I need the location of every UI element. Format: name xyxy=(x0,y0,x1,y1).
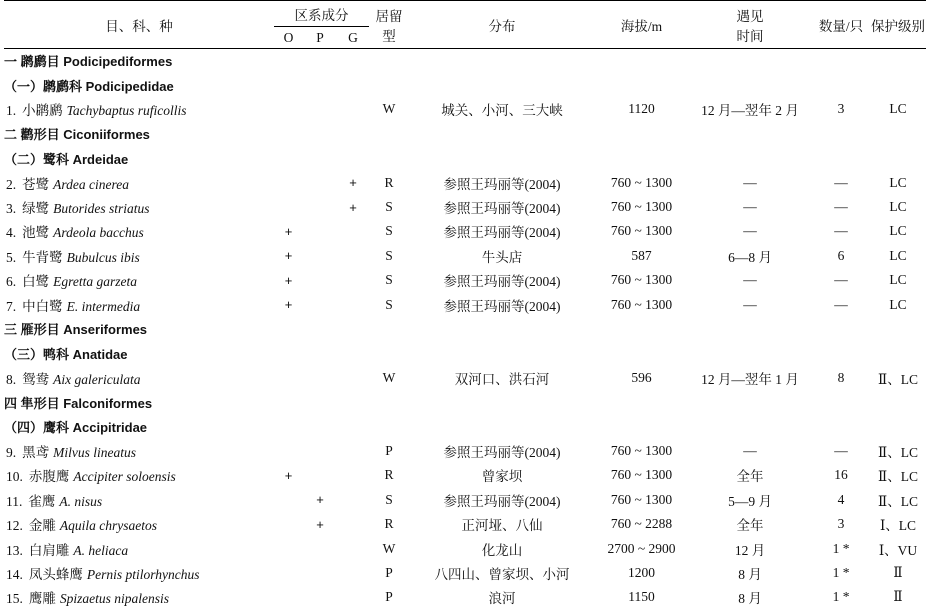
protection-level: Ⅰ、LC xyxy=(870,512,926,536)
encounter-time: 12 月—翌年 1 月 xyxy=(688,366,812,390)
distribution: 参照王玛丽等(2004) xyxy=(409,439,595,463)
protection-level: Ⅱ、LC xyxy=(870,463,926,487)
altitude: 760 ~ 1300 xyxy=(595,292,688,316)
zoo-p-mark xyxy=(303,170,337,194)
altitude: 760 ~ 1300 xyxy=(595,439,688,463)
header-protection: 保护级别 xyxy=(870,1,926,49)
altitude: 1120 xyxy=(595,97,688,121)
zoo-p-mark xyxy=(303,97,337,121)
zoo-p-mark xyxy=(303,585,337,609)
species-number: 13. xyxy=(6,543,23,558)
zoo-o-mark xyxy=(274,366,303,390)
species-name xyxy=(4,536,274,560)
zoo-o-mark xyxy=(274,170,303,194)
species-number: 12. xyxy=(6,518,23,533)
species-name xyxy=(4,561,274,585)
species-chinese-name: 池鹭 xyxy=(22,225,49,240)
species-latin-name: Spizaetus nipalensis xyxy=(60,591,169,606)
protection-level: Ⅱ、LC xyxy=(870,488,926,512)
species-latin-name: Accipiter soloensis xyxy=(73,469,175,484)
altitude: 760 ~ 1300 xyxy=(595,219,688,243)
encounter-time: 8 月 xyxy=(688,561,812,585)
encounter-time: 全年 xyxy=(688,463,812,487)
order-row xyxy=(4,317,926,341)
zoo-p-mark xyxy=(303,366,337,390)
altitude: 760 ~ 1300 xyxy=(595,463,688,487)
zoo-o-mark xyxy=(274,195,303,219)
distribution: 八四山、曾家坝、小河 xyxy=(409,561,595,585)
species-name xyxy=(4,170,274,194)
species-number: 5. xyxy=(6,250,16,265)
order-row xyxy=(4,49,926,73)
residence-type: S xyxy=(369,292,409,316)
altitude: 760 ~ 1300 xyxy=(595,170,688,194)
encounter-time: — xyxy=(688,219,812,243)
species-name xyxy=(4,244,274,268)
encounter-time: 5—9 月 xyxy=(688,488,812,512)
altitude: 760 ~ 1300 xyxy=(595,268,688,292)
family-label: （二）鹭科 Ardeidae xyxy=(4,146,926,170)
zoo-g-mark xyxy=(337,268,369,292)
header-taxon: 目、科、种 xyxy=(4,1,274,49)
protection-level: Ⅱ xyxy=(870,585,926,609)
species-name xyxy=(4,97,274,121)
species-number: 1. xyxy=(6,103,16,118)
count: 4 xyxy=(812,488,870,512)
species-number: 14. xyxy=(6,567,23,582)
header-encounter xyxy=(688,1,812,49)
species-number: 7. xyxy=(6,299,16,314)
protection-level: LC xyxy=(870,268,926,292)
zoo-p-mark xyxy=(303,439,337,463)
order-label: 四 隼形目 Falconiformes xyxy=(4,390,926,414)
residence-type: W xyxy=(369,536,409,560)
header-residence-line2: 型 xyxy=(369,25,409,45)
distribution: 参照王玛丽等(2004) xyxy=(409,170,595,194)
header-count: 数量/只 xyxy=(812,1,870,49)
species-latin-name: Ardea cinerea xyxy=(53,177,129,192)
species-row xyxy=(4,561,926,585)
residence-type: S xyxy=(369,195,409,219)
species-latin-name: E. intermedia xyxy=(67,299,141,314)
species-table xyxy=(4,0,926,609)
zoo-g-mark: + xyxy=(337,170,369,194)
species-chinese-name: 白鹭 xyxy=(22,274,49,289)
residence-type: P xyxy=(369,561,409,585)
family-row xyxy=(4,73,926,97)
encounter-time: 12 月—翌年 2 月 xyxy=(688,97,812,121)
species-name xyxy=(4,585,274,609)
header-zoo-group: 区系成分 xyxy=(274,1,369,27)
residence-type: R xyxy=(369,170,409,194)
zoo-p-mark xyxy=(303,244,337,268)
order-label: 一 䴙䴘目 Podicipediformes xyxy=(4,49,926,73)
order-label: 三 雁形目 Anseriformes xyxy=(4,317,926,341)
zoo-g-mark xyxy=(337,439,369,463)
altitude: 1200 xyxy=(595,561,688,585)
residence-type: S xyxy=(369,488,409,512)
species-number: 6. xyxy=(6,274,16,289)
zoo-g-mark xyxy=(337,219,369,243)
header-sub-o: O xyxy=(274,27,303,49)
species-name xyxy=(4,268,274,292)
species-chinese-name: 鸳鸯 xyxy=(22,372,49,387)
altitude: 760 ~ 1300 xyxy=(595,488,688,512)
distribution: 参照王玛丽等(2004) xyxy=(409,488,595,512)
zoo-p-mark xyxy=(303,463,337,487)
altitude: 760 ~ 2288 xyxy=(595,512,688,536)
species-latin-name: Butorides striatus xyxy=(53,201,149,216)
zoo-g-mark xyxy=(337,561,369,585)
header-residence xyxy=(369,1,409,49)
species-row xyxy=(4,268,926,292)
species-name xyxy=(4,463,274,487)
zoo-o-mark: + xyxy=(274,268,303,292)
species-row xyxy=(4,366,926,390)
protection-level: LC xyxy=(870,244,926,268)
species-latin-name: A. nisus xyxy=(59,494,102,509)
species-chinese-name: 苍鹭 xyxy=(22,177,49,192)
zoo-g-mark xyxy=(337,488,369,512)
species-chinese-name: 金雕 xyxy=(29,518,56,533)
species-chinese-name: 赤腹鹰 xyxy=(29,469,70,484)
species-number: 3. xyxy=(6,201,16,216)
distribution: 化龙山 xyxy=(409,536,595,560)
species-row xyxy=(4,439,926,463)
species-chinese-name: 凤头蜂鹰 xyxy=(29,567,83,582)
species-row xyxy=(4,195,926,219)
table-body xyxy=(4,49,926,609)
species-name xyxy=(4,488,274,512)
residence-type: P xyxy=(369,439,409,463)
species-name xyxy=(4,366,274,390)
zoo-g-mark xyxy=(337,536,369,560)
header-sub-g: G xyxy=(337,27,369,49)
species-row xyxy=(4,97,926,121)
species-row xyxy=(4,292,926,316)
protection-level: Ⅱ、LC xyxy=(870,439,926,463)
order-row xyxy=(4,122,926,146)
encounter-time: — xyxy=(688,170,812,194)
distribution: 参照王玛丽等(2004) xyxy=(409,292,595,316)
order-row xyxy=(4,390,926,414)
zoo-o-mark: + xyxy=(274,219,303,243)
residence-type: P xyxy=(369,585,409,609)
species-chinese-name: 白肩雕 xyxy=(29,543,70,558)
zoo-p-mark xyxy=(303,561,337,585)
distribution: 城关、小河、三大峡 xyxy=(409,97,595,121)
distribution: 参照王玛丽等(2004) xyxy=(409,219,595,243)
family-row xyxy=(4,341,926,365)
species-number: 11. xyxy=(6,494,22,509)
protection-level: Ⅱ、LC xyxy=(870,366,926,390)
family-row xyxy=(4,146,926,170)
count: 3 xyxy=(812,512,870,536)
zoo-p-mark xyxy=(303,268,337,292)
species-name xyxy=(4,219,274,243)
count: 8 xyxy=(812,366,870,390)
species-row xyxy=(4,585,926,609)
residence-type: R xyxy=(369,512,409,536)
species-row xyxy=(4,536,926,560)
encounter-time: 6—8 月 xyxy=(688,244,812,268)
encounter-time: 12 月 xyxy=(688,536,812,560)
encounter-time: 8 月 xyxy=(688,585,812,609)
count: — xyxy=(812,268,870,292)
count: 16 xyxy=(812,463,870,487)
zoo-p-mark xyxy=(303,536,337,560)
residence-type: W xyxy=(369,366,409,390)
species-latin-name: Aquila chrysaetos xyxy=(60,518,157,533)
species-latin-name: Tachybaptus ruficollis xyxy=(67,103,187,118)
zoo-g-mark xyxy=(337,463,369,487)
zoo-o-mark xyxy=(274,561,303,585)
species-chinese-name: 鹰雕 xyxy=(29,591,56,606)
order-label: 二 鹳形目 Ciconiiformes xyxy=(4,122,926,146)
count: 3 xyxy=(812,97,870,121)
residence-type: R xyxy=(369,463,409,487)
zoo-g-mark xyxy=(337,244,369,268)
family-label: （四）鹰科 Accipitridae xyxy=(4,414,926,438)
altitude: 1150 xyxy=(595,585,688,609)
altitude: 2700 ~ 2900 xyxy=(595,536,688,560)
altitude: 587 xyxy=(595,244,688,268)
species-number: 4. xyxy=(6,225,16,240)
count: — xyxy=(812,292,870,316)
residence-type: S xyxy=(369,219,409,243)
protection-level: LC xyxy=(870,170,926,194)
species-number: 2. xyxy=(6,177,16,192)
residence-type: W xyxy=(369,97,409,121)
zoo-p-mark xyxy=(303,219,337,243)
encounter-time: — xyxy=(688,292,812,316)
species-number: 8. xyxy=(6,372,16,387)
header-distribution: 分布 xyxy=(409,1,595,49)
zoo-g-mark xyxy=(337,366,369,390)
family-label: （一）䴙䴘科 Podicipedidae xyxy=(4,73,926,97)
species-latin-name: Aix galericulata xyxy=(53,372,140,387)
encounter-time: — xyxy=(688,439,812,463)
count: — xyxy=(812,170,870,194)
encounter-time: — xyxy=(688,195,812,219)
count: 1 * xyxy=(812,536,870,560)
species-row xyxy=(4,488,926,512)
count: — xyxy=(812,219,870,243)
encounter-time: 全年 xyxy=(688,512,812,536)
zoo-p-mark xyxy=(303,292,337,316)
distribution: 浪河 xyxy=(409,585,595,609)
species-latin-name: Bubulcus ibis xyxy=(67,250,140,265)
species-row xyxy=(4,219,926,243)
distribution: 正河垭、八仙 xyxy=(409,512,595,536)
species-latin-name: Milvus lineatus xyxy=(53,445,136,460)
species-chinese-name: 小䴙䴘 xyxy=(22,103,63,118)
species-number: 9. xyxy=(6,445,16,460)
count: 1 * xyxy=(812,561,870,585)
zoo-o-mark xyxy=(274,97,303,121)
species-row xyxy=(4,463,926,487)
zoo-o-mark xyxy=(274,512,303,536)
species-chinese-name: 中白鹭 xyxy=(22,299,63,314)
distribution: 牛头店 xyxy=(409,244,595,268)
species-row xyxy=(4,170,926,194)
zoo-p-mark xyxy=(303,195,337,219)
species-chinese-name: 黑鸢 xyxy=(22,445,49,460)
distribution: 参照王玛丽等(2004) xyxy=(409,195,595,219)
zoo-g-mark: + xyxy=(337,195,369,219)
header-sub-p: P xyxy=(303,27,337,49)
zoo-o-mark: + xyxy=(274,292,303,316)
species-name xyxy=(4,195,274,219)
zoo-o-mark xyxy=(274,488,303,512)
count: — xyxy=(812,195,870,219)
species-row xyxy=(4,512,926,536)
species-number: 15. xyxy=(6,591,23,606)
encounter-time: — xyxy=(688,268,812,292)
zoo-p-mark: + xyxy=(303,488,337,512)
zoo-o-mark: + xyxy=(274,244,303,268)
species-row xyxy=(4,244,926,268)
residence-type: S xyxy=(369,244,409,268)
zoo-g-mark xyxy=(337,512,369,536)
header-encounter-line1: 遇见 xyxy=(688,5,812,25)
header-altitude: 海拔/m xyxy=(595,1,688,49)
species-name xyxy=(4,512,274,536)
count: — xyxy=(812,439,870,463)
species-chinese-name: 绿鹭 xyxy=(22,201,49,216)
protection-level: Ⅰ、VU xyxy=(870,536,926,560)
family-row xyxy=(4,414,926,438)
zoo-g-mark xyxy=(337,97,369,121)
residence-type: S xyxy=(369,268,409,292)
zoo-o-mark xyxy=(274,439,303,463)
zoo-o-mark xyxy=(274,536,303,560)
protection-level: LC xyxy=(870,97,926,121)
header-encounter-line2: 时间 xyxy=(688,25,812,45)
family-label: （三）鸭科 Anatidae xyxy=(4,341,926,365)
species-latin-name: Egretta garzeta xyxy=(53,274,137,289)
header-residence-line1: 居留 xyxy=(369,5,409,25)
table-header xyxy=(4,1,926,49)
species-latin-name: Ardeola bacchus xyxy=(53,225,144,240)
species-chinese-name: 牛背鹭 xyxy=(22,250,63,265)
zoo-p-mark: + xyxy=(303,512,337,536)
zoo-g-mark xyxy=(337,585,369,609)
protection-level: Ⅱ xyxy=(870,561,926,585)
distribution: 双河口、洪石河 xyxy=(409,366,595,390)
count: 6 xyxy=(812,244,870,268)
species-name xyxy=(4,292,274,316)
species-name xyxy=(4,439,274,463)
protection-level: LC xyxy=(870,219,926,243)
altitude: 596 xyxy=(595,366,688,390)
count: 1 * xyxy=(812,585,870,609)
species-latin-name: A. heliaca xyxy=(73,543,128,558)
protection-level: LC xyxy=(870,292,926,316)
altitude: 760 ~ 1300 xyxy=(595,195,688,219)
zoo-o-mark: + xyxy=(274,463,303,487)
species-latin-name: Pernis ptilorhynchus xyxy=(87,567,200,582)
distribution: 曾家坝 xyxy=(409,463,595,487)
distribution: 参照王玛丽等(2004) xyxy=(409,268,595,292)
zoo-g-mark xyxy=(337,292,369,316)
species-chinese-name: 雀鹰 xyxy=(28,494,55,509)
protection-level: LC xyxy=(870,195,926,219)
zoo-o-mark xyxy=(274,585,303,609)
species-number: 10. xyxy=(6,469,23,484)
